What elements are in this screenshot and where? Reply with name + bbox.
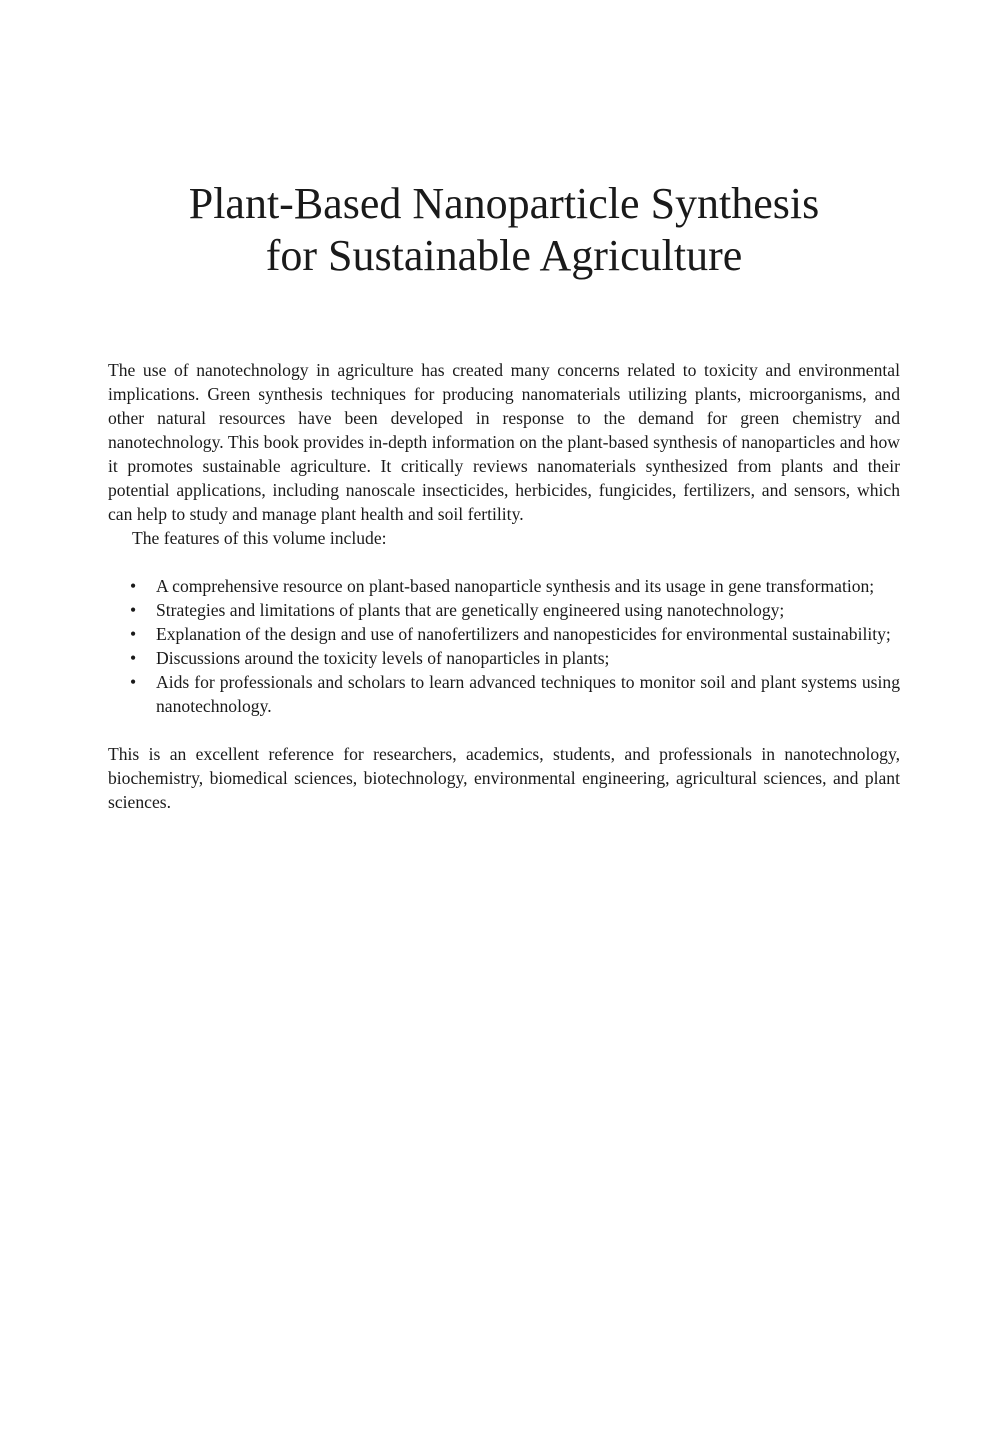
feature-item	[108, 670, 900, 718]
intro-paragraph: The use of nanotechnology in agriculture has created many concerns related to toxicity and environmental implications. Green synthesis techniques for producing nanomaterials utilizing plants, microorganisms, and other natural resources have been developed in response to the demand for green chemistry and nanotechnology. This book provides in-depth information on the plant-based synthesis of nanoparticles and how it promotes sustainable agriculture. It critically reviews nanomaterials synthesized from plants and their potential applications, including nanoscale insecticides, herbicides, fungicides, fertilizers, and sensors, which can help to study and manage plant health and soil fertility.	[108, 360, 900, 524]
features-list	[108, 574, 900, 718]
feature-text: Discussions around the toxicity levels of nanoparticles in plants;	[156, 648, 610, 668]
feature-item	[108, 646, 900, 670]
feature-text: Strategies and limitations of plants that are genetically engineered using nanotechnology;	[156, 600, 785, 620]
feature-text: A comprehensive resource on plant-based nanoparticle synthesis and its usage in gene transformation;	[156, 576, 875, 596]
page-title	[100, 178, 908, 282]
title-line-1: Plant-Based Nanoparticle Synthesis	[188, 179, 820, 228]
bullet-icon: •	[130, 600, 137, 620]
closing-paragraph: This is an excellent reference for researchers, academics, students, and professionals in nanotechnology, biochemistry, biomedical sciences, biotechnology, environmental engineering, agricultural sciences, and plant sciences.	[108, 744, 900, 812]
title-line-2: for Sustainable Agriculture	[265, 231, 743, 280]
bullet-icon: •	[130, 576, 137, 596]
bullet-icon: •	[130, 648, 137, 668]
bullet-icon: •	[130, 624, 137, 644]
feature-item	[108, 598, 900, 622]
feature-text: Explanation of the design and use of nanofertilizers and nanopesticides for environmental sustainability;	[156, 624, 891, 644]
feature-item	[108, 622, 900, 646]
feature-item	[108, 574, 900, 598]
features-intro: The features of this volume include:	[132, 528, 387, 548]
feature-text: Aids for professionals and scholars to learn advanced techniques to monitor soil and plant systems using nanotechnology.	[156, 672, 900, 716]
description-body	[108, 358, 900, 814]
bullet-icon: •	[130, 672, 137, 692]
